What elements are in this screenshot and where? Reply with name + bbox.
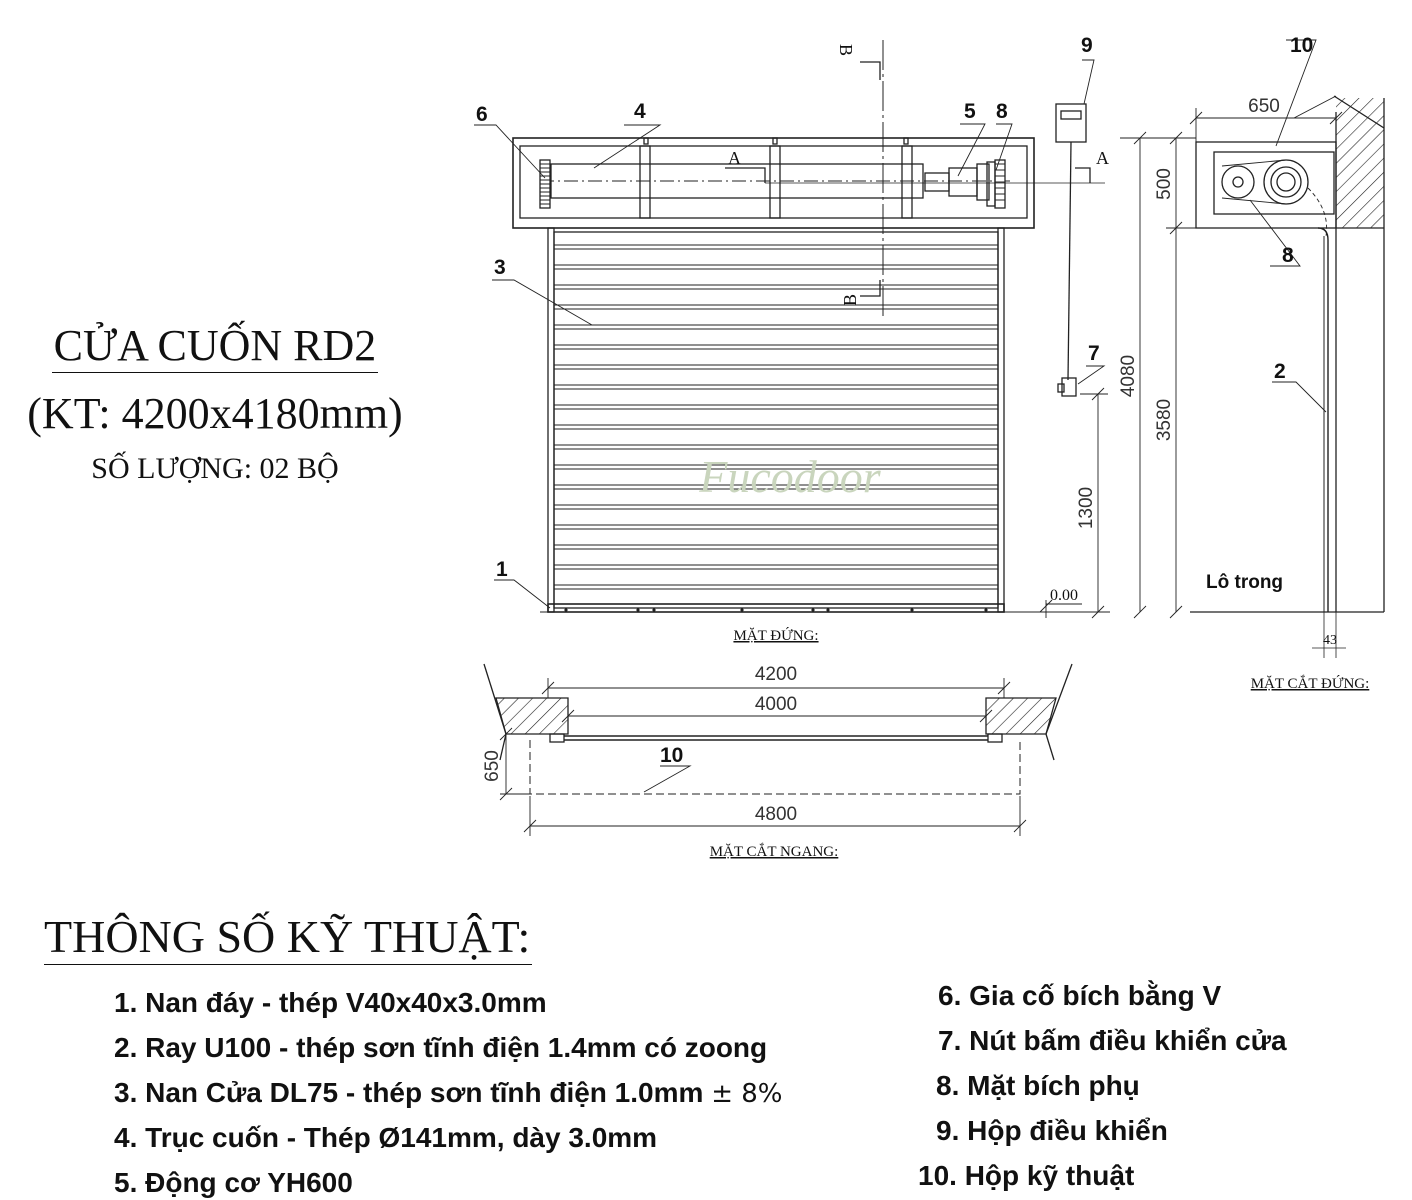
vertical-section-view xyxy=(1190,40,1384,658)
spec-item: 1. Nan đáy - thép V40x40x3.0mm xyxy=(114,987,547,1018)
control-box xyxy=(1056,104,1086,142)
dim-width-box: 4800 xyxy=(754,804,798,825)
spec-item: 9. Hộp điều khiển xyxy=(936,1115,1168,1146)
door-slats xyxy=(554,245,998,589)
callout-10: 10 xyxy=(660,744,684,767)
callout-5: 5 xyxy=(964,100,976,123)
guide-rail-left xyxy=(548,228,554,612)
section-mark-b-bottom: B xyxy=(840,293,860,306)
elevation-view xyxy=(474,40,1110,612)
floor-level: 0.00 xyxy=(1050,587,1078,604)
spec-tolerance: ± 8% xyxy=(711,1079,783,1109)
dim-rail-width: 43 xyxy=(1323,633,1337,648)
spec-item xyxy=(114,1070,782,1115)
section-mark-a-right: A xyxy=(1096,148,1109,168)
specs-heading: THÔNG SỐ KỸ THUẬT: xyxy=(44,910,532,965)
spec-item: 2. Ray U100 - thép sơn tĩnh điện 1.4mm có zoong xyxy=(114,1032,768,1063)
callout-1: 1 xyxy=(496,558,508,581)
dim-clear-height: 3580 xyxy=(1154,398,1175,442)
spec-item: 7. Nút bấm điều khiển cửa xyxy=(938,1025,1287,1056)
door-quantity: SỐ LƯỢNG: 02 BỘ xyxy=(91,452,339,485)
section-mark-a-left: A xyxy=(728,148,741,168)
section-housing xyxy=(1196,142,1336,228)
dim-width-outer: 4200 xyxy=(754,664,798,685)
specs-list-right xyxy=(918,973,1287,1198)
watermark: Fucodoor xyxy=(699,451,881,502)
spec-item-text: 3. Nan Cửa DL75 - thép sơn tĩnh điện 1.0mm xyxy=(114,1077,704,1108)
dim-box-height: 500 xyxy=(1154,168,1175,200)
housing-inner xyxy=(520,146,1027,218)
door-title: CỬA CUỐN RD2 xyxy=(52,320,379,373)
motor xyxy=(925,173,949,191)
callout-6: 6 xyxy=(476,103,488,126)
guide-rail-right xyxy=(998,228,1004,612)
callout-10: 10 xyxy=(1290,34,1314,57)
door-curtain xyxy=(554,232,998,608)
callout-8: 8 xyxy=(1282,244,1294,267)
dim-section-depth: 650 xyxy=(482,750,503,782)
inner-roll-label: Lô trong xyxy=(1206,572,1284,593)
callout-7: 7 xyxy=(1088,342,1100,365)
spec-item: 5. Động cơ YH600 xyxy=(114,1167,353,1198)
callout-3: 3 xyxy=(494,256,506,279)
wall-right xyxy=(986,698,1056,734)
spec-item: 6. Gia cố bích bằng V xyxy=(938,980,1222,1011)
callout-2: 2 xyxy=(1274,360,1286,383)
dim-width-inner: 4000 xyxy=(754,694,798,715)
spec-item: 8. Mặt bích phụ xyxy=(936,1070,1140,1101)
dim-button-height: 1300 xyxy=(1076,486,1097,530)
wall-left xyxy=(496,698,568,734)
spec-item: 4. Trục cuốn - Thép Ø141mm, dày 3.0mm xyxy=(114,1122,658,1153)
label-horizontal-section: MẶT CẮT NGANG: xyxy=(709,844,839,860)
callout-9: 9 xyxy=(1081,34,1093,57)
door-size: (KT: 4200x4180mm) xyxy=(27,389,403,438)
wall-hatch xyxy=(1336,98,1384,228)
spec-item: 10. Hộp kỹ thuật xyxy=(918,1160,1135,1191)
callout-4: 4 xyxy=(634,100,646,123)
specs-list-left xyxy=(114,980,782,1200)
dim-box-depth: 650 xyxy=(1248,96,1280,117)
callout-8: 8 xyxy=(996,100,1008,123)
dim-total-height: 4080 xyxy=(1118,354,1139,398)
section-mark-b-top: B xyxy=(836,44,856,57)
label-elevation: MẶT ĐỨNG: xyxy=(733,628,819,644)
label-vertical-section: MẶT CẮT ĐỨNG: xyxy=(1250,676,1370,692)
